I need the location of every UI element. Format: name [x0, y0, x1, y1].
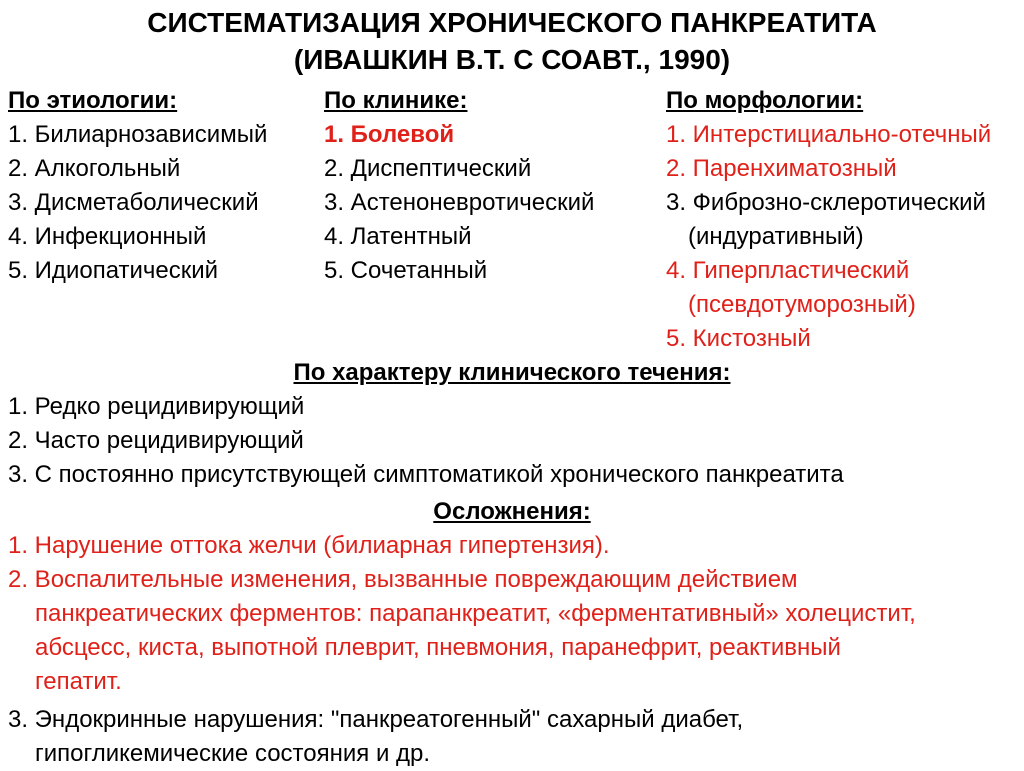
clinic-column [324, 84, 594, 288]
complication-item-continuation: абсцесс, киста, выпотной плеврит, пневмония, паранефрит, реактивный [35, 634, 841, 661]
course-item: 2. Часто рецидивирующий [8, 427, 304, 454]
morphology-heading: По морфологии: [666, 87, 864, 114]
complications-heading: Осложнения: [433, 498, 591, 525]
complication-item-continuation: гепатит. [35, 668, 122, 695]
complication-item: 3. Эндокринные нарушения: "панкреатогенный" сахарный диабет, [8, 706, 744, 733]
clinic-item: 3. Астеноневротический [324, 189, 595, 216]
complication-item-continuation: гипогликемические состояния и др. [35, 740, 431, 767]
morphology-item-continuation: (псевдотуморозный) [688, 291, 916, 318]
clinic-item: 2. Диспептический [324, 155, 532, 182]
etiology-item: 1. Билиарнозависимый [8, 121, 268, 148]
complications-list [8, 529, 916, 771]
complication-item: 2. Воспалительные изменения, вызванные повреждающим действием [8, 566, 798, 593]
etiology-heading: По этиологии: [8, 87, 178, 114]
course-heading: По характеру клинического течения: [293, 359, 731, 386]
morphology-item-highlight: 4. Гиперпластический [666, 257, 910, 284]
title-line-1: СИСТЕМАТИЗАЦИЯ ХРОНИЧЕСКОГО ПАНКРЕАТИТА [147, 7, 877, 38]
morphology-item-highlight: 5. Кистозный [666, 325, 811, 352]
morphology-item-highlight: 2. Паренхиматозный [666, 155, 897, 182]
etiology-item: 4. Инфекционный [8, 223, 207, 250]
morphology-item-continuation: (индуративный) [688, 223, 864, 250]
title-line-2: (ИВАШКИН В.Т. С СОАВТ., 1990) [293, 44, 731, 75]
course-item: 3. С постоянно присутствующей симптоматикой хронического панкреатита [8, 461, 844, 488]
complication-item-continuation: панкреатических ферментов: парапанкреатит, «ферментативный» холецистит, [35, 600, 916, 627]
clinic-item-highlight: 1. Болевой [324, 121, 455, 148]
course-item: 1. Редко рецидивирующий [8, 393, 305, 420]
morphology-item: 3. Фиброзно-склеротический [666, 189, 986, 216]
etiology-column [8, 84, 267, 288]
etiology-item: 5. Идиопатический [8, 257, 219, 284]
etiology-item: 3. Дисметаболический [8, 189, 259, 216]
morphology-item-highlight: 1. Интерстициально-отечный [666, 121, 992, 148]
clinic-item: 5. Сочетанный [324, 257, 488, 284]
course-list [8, 390, 844, 492]
clinic-heading: По клинике: [324, 87, 468, 114]
morphology-column [666, 84, 991, 356]
etiology-item: 2. Алкогольный [8, 155, 181, 182]
clinic-item: 4. Латентный [324, 223, 472, 250]
complication-item: 1. Нарушение оттока желчи (билиарная гипертензия). [8, 532, 610, 559]
